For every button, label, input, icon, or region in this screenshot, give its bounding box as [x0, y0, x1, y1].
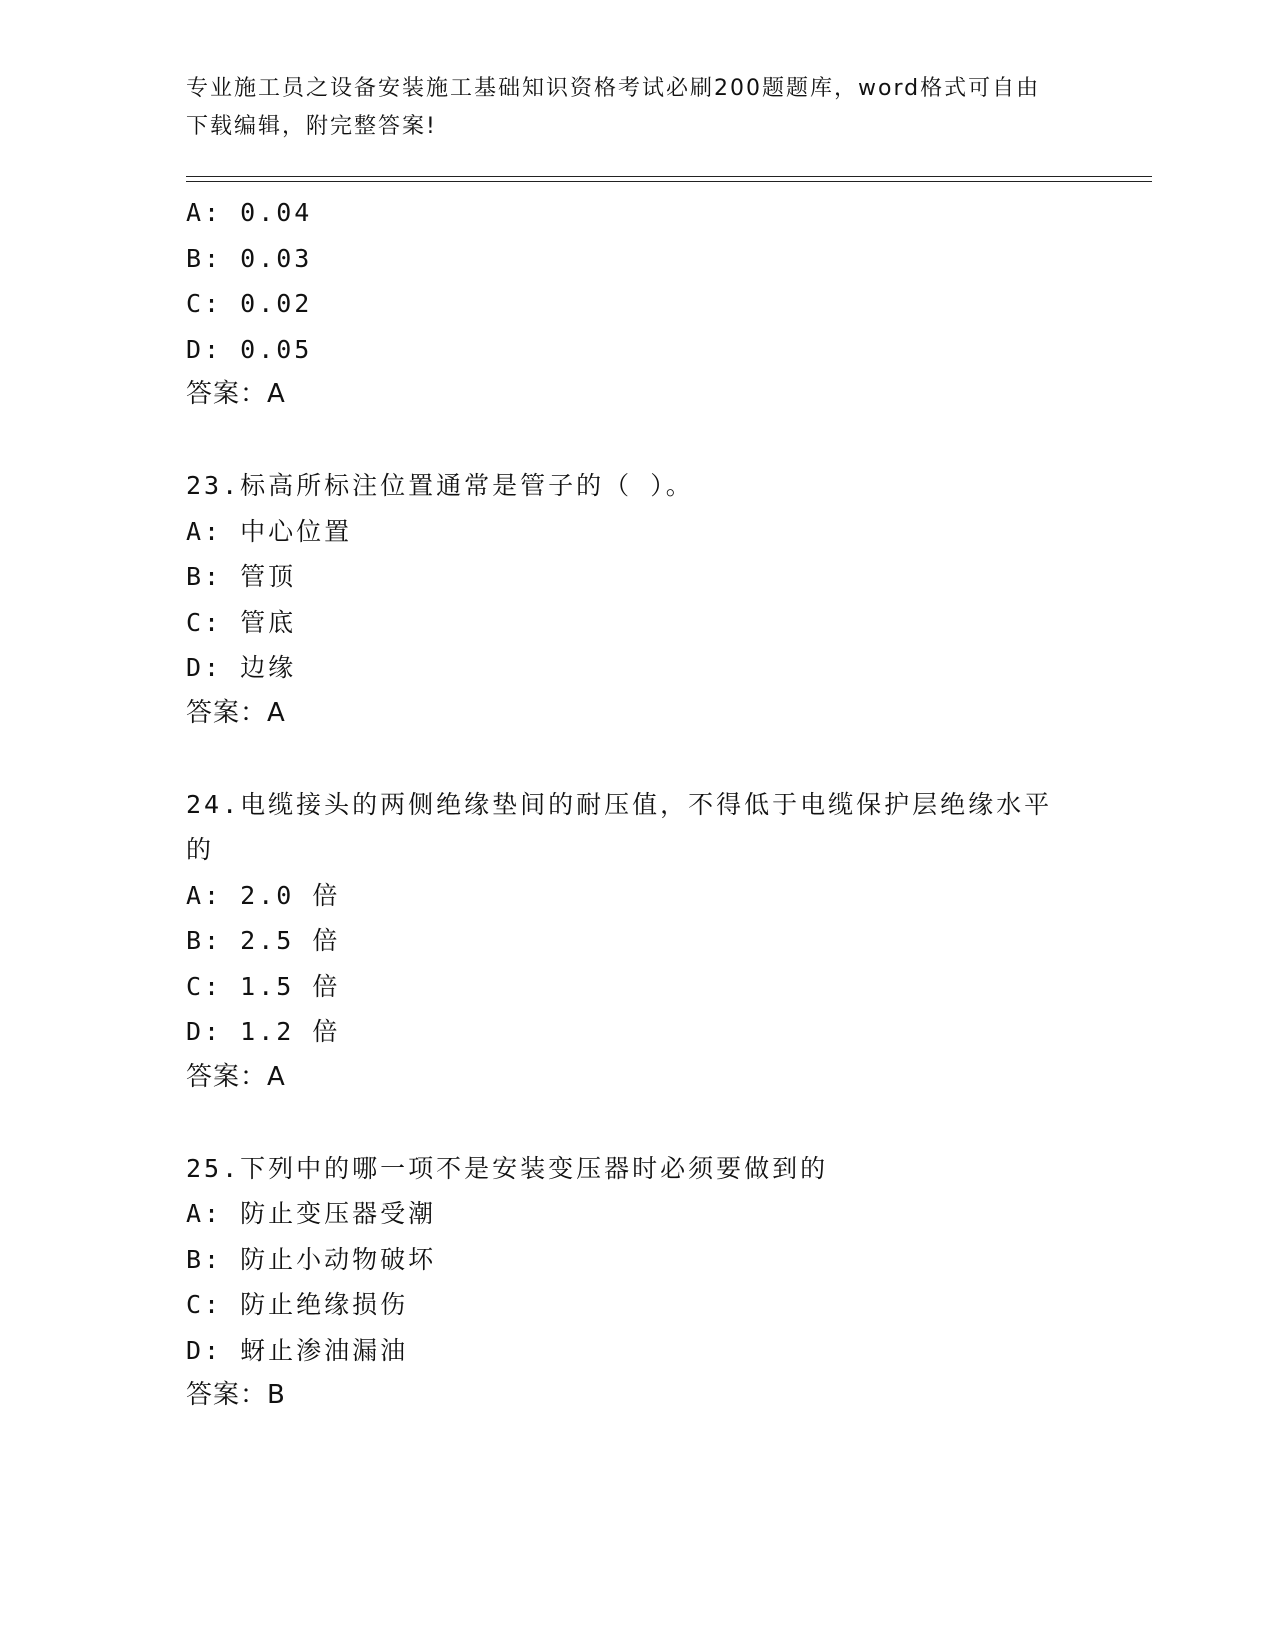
option-c: C: 0.02: [186, 289, 313, 318]
option-a: A: 2.0 倍: [186, 880, 341, 910]
option-a: A: 防止变压器受潮: [186, 1199, 437, 1228]
option-a: A: 0.04: [186, 198, 313, 227]
option-d: D: 蚜止渗油漏油: [186, 1335, 409, 1365]
option-c: C: 管底: [186, 607, 297, 637]
option-b: B: 管顶: [186, 562, 297, 591]
spacer: [186, 1100, 1086, 1146]
header-divider-bottom: [186, 181, 1152, 182]
header-line-1: 专业施工员之设备安装施工基础知识资格考试必刷200题题库，word格式可自由: [186, 76, 1041, 101]
answer: 答案：A: [186, 379, 286, 409]
answer: 答案：A: [186, 1061, 286, 1092]
option-d: D: 1.2 倍: [186, 1017, 341, 1046]
question-25: [186, 1146, 1086, 1419]
question-list: [186, 190, 1086, 1419]
option-a: A: 中心位置: [186, 516, 353, 546]
header-divider-top: [186, 176, 1152, 177]
option-b: B: 0.03: [186, 243, 313, 273]
option-d: D: 0.05: [186, 334, 313, 364]
option-c: C: 防止绝缘损伤: [186, 1290, 409, 1319]
header-line-2: 下载编辑，附完整答案!: [186, 114, 437, 139]
question-23: [186, 463, 1086, 736]
answer: 答案：B: [186, 1380, 286, 1410]
question-stem: 25.下列中的哪一项不是安装变压器时必须要做到的: [186, 1153, 829, 1183]
question-22: [186, 190, 1086, 418]
option-d: D: 边缘: [186, 653, 297, 682]
spacer: [186, 418, 1086, 464]
option-b: B: 防止小动物破坏: [186, 1244, 437, 1274]
option-c: C: 1.5 倍: [186, 971, 341, 1001]
option-b: B: 2.5 倍: [186, 926, 341, 955]
question-stem-line-1: 24.电缆接头的两侧绝缘垫间的耐压值，不得低于电缆保护层绝缘水平: [186, 789, 1053, 819]
answer: 答案：A: [186, 697, 286, 728]
question-stem: 23.标高所标注位置通常是管子的（ ）。: [186, 471, 694, 500]
question-stem-line-2: 的: [186, 835, 215, 864]
question-24: [186, 782, 1086, 1101]
spacer: [186, 736, 1086, 782]
document-header: [186, 70, 1066, 146]
